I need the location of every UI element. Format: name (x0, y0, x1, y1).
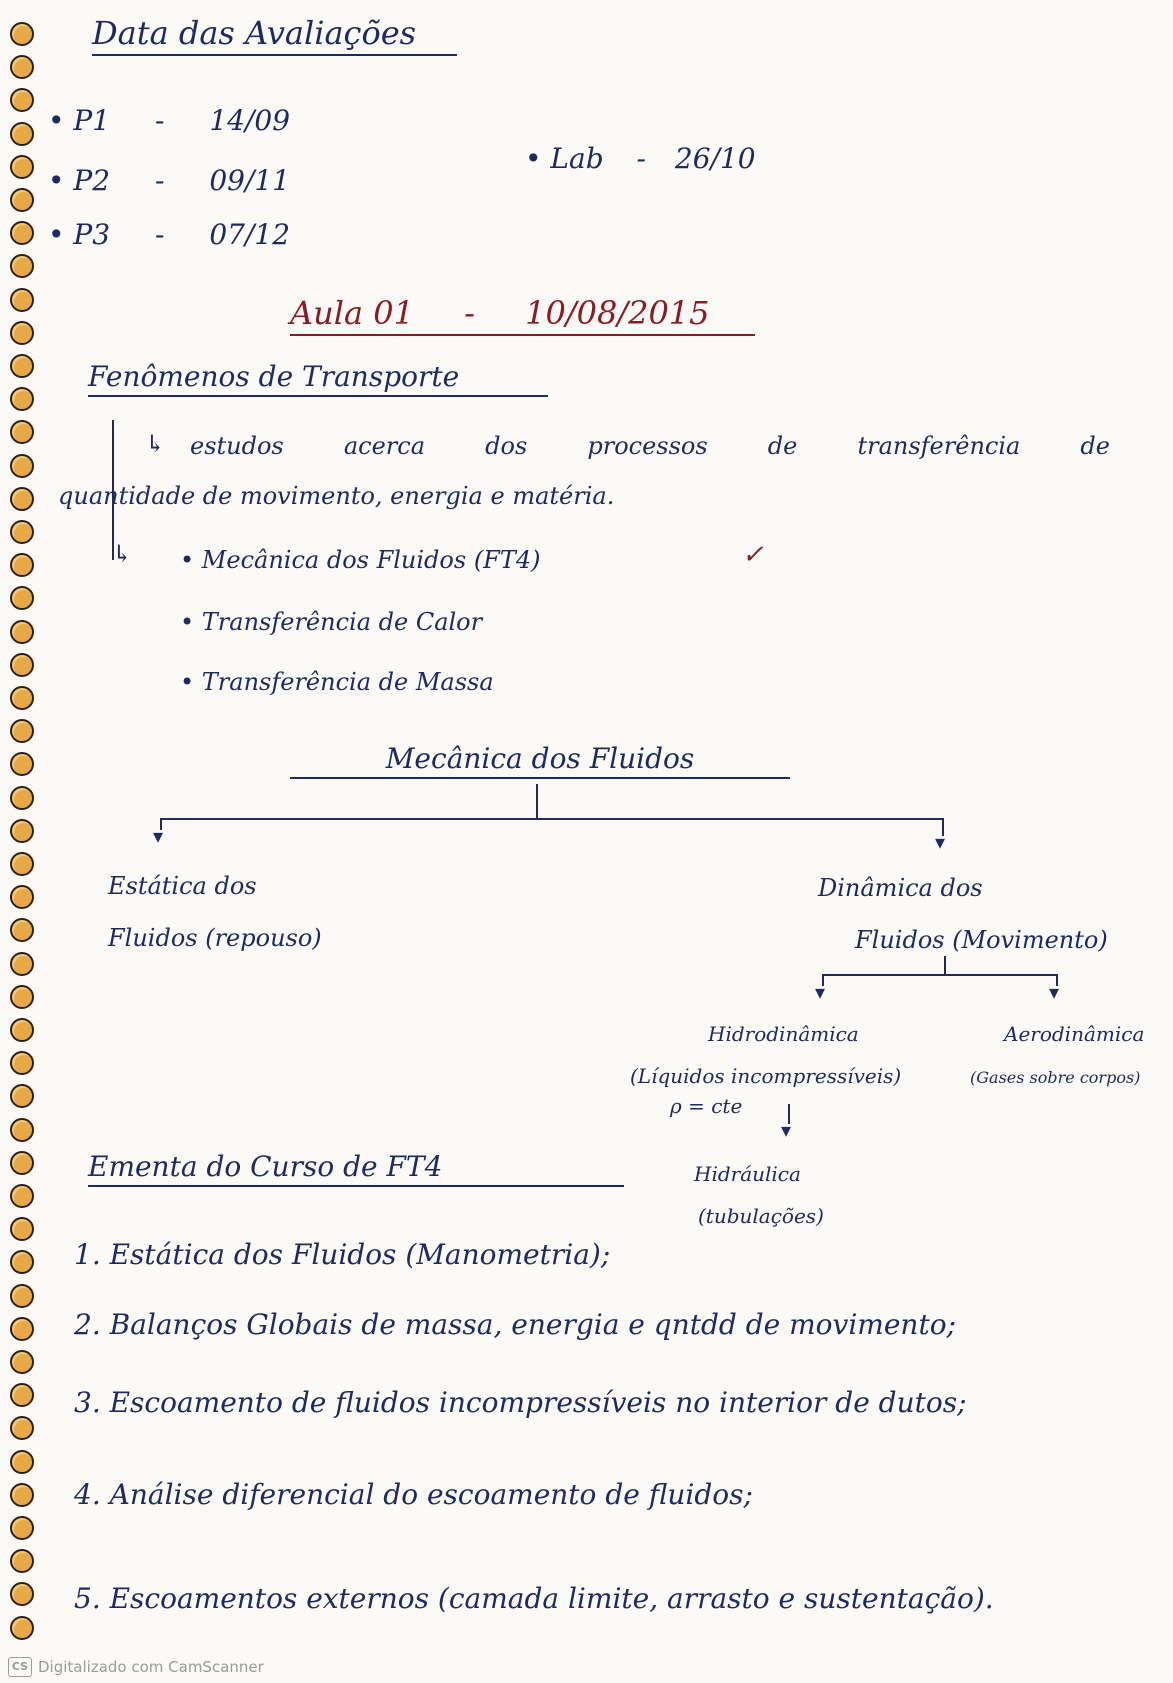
aerodynamics-title: Aerodinâmica (1004, 1022, 1145, 1046)
static-fluids-line1: Estática dos (108, 872, 257, 900)
spiral-hole (10, 819, 34, 843)
hydraulics-subtitle: (tubulações) (698, 1204, 824, 1228)
spiral-hole (10, 952, 34, 976)
spiral-hole (10, 454, 34, 478)
spiral-hole (10, 553, 34, 577)
spiral-hole (10, 487, 34, 511)
exam-label: P1 (73, 104, 111, 137)
static-fluids-line2: Fluidos (repouso) (108, 924, 322, 952)
watermark-text: Digitalizado com CamScanner (38, 1658, 264, 1676)
density-note: ρ = cte (670, 1094, 743, 1118)
diagram-branch-line (160, 818, 944, 820)
arrow-down-icon: ▾ (815, 980, 826, 1004)
aerodynamics-subtitle: (Gases sobre corpos) (970, 1068, 1141, 1087)
spiral-hole (10, 620, 34, 644)
syllabus-title: Ementa do Curso de FT4 (88, 1150, 624, 1187)
spiral-hole (10, 55, 34, 79)
spiral-hole (10, 1051, 34, 1075)
topic-list-arrow: ↳ (112, 540, 133, 568)
checkmark-icon: ✓ (742, 540, 764, 570)
scanner-watermark (8, 1657, 264, 1677)
spiral-hole (10, 1084, 34, 1108)
lab-date-value: 26/10 (674, 142, 756, 175)
spiral-hole (10, 387, 34, 411)
lab-date: • Lab - 26/10 (525, 142, 756, 175)
spiral-hole (10, 786, 34, 810)
spiral-hole (10, 221, 34, 245)
spiral-hole (10, 122, 34, 146)
exam-label: P2 (73, 164, 111, 197)
spiral-hole (10, 985, 34, 1009)
lab-label: Lab (550, 142, 604, 175)
hydrodynamics-title: Hidrodinâmica (708, 1022, 859, 1046)
spiral-hole (10, 885, 34, 909)
spiral-hole (10, 1582, 34, 1606)
spiral-hole (10, 918, 34, 942)
spiral-hole (10, 1616, 34, 1640)
exam-date: 07/12 (209, 218, 291, 251)
spiral-hole (10, 1516, 34, 1540)
hydrodynamics-subtitle: (Líquidos incompressíveis) (630, 1064, 902, 1088)
spiral-hole (10, 188, 34, 212)
spiral-hole (10, 1416, 34, 1440)
spiral-hole (10, 1118, 34, 1142)
dynamic-fluids-line2: Fluidos (Movimento) (855, 926, 1108, 954)
topic-desc-line1: estudos acerca dos processos de transferência de (190, 432, 1110, 460)
spiral-hole (10, 22, 34, 46)
exam-label: P3 (73, 218, 111, 251)
spiral-hole (10, 254, 34, 278)
spiral-hole (10, 686, 34, 710)
spiral-hole (10, 586, 34, 610)
lesson-date: 10/08/2015 (525, 294, 710, 332)
arrow-down-icon: ▾ (935, 830, 946, 854)
topic-desc-line2: quantidade de movimento, energia e matéria. (58, 482, 615, 510)
exam-date: 14/09 (209, 104, 291, 137)
syllabus-item: 1. Estática dos Fluidos (Manometria); (74, 1238, 611, 1271)
spiral-hole (10, 321, 34, 345)
topic-item: • Transferência de Calor (180, 608, 483, 636)
topic-item: • Transferência de Massa (180, 668, 494, 696)
spiral-hole (10, 719, 34, 743)
topic-desc-arrow: ↳ (145, 430, 166, 458)
spiral-hole (10, 852, 34, 876)
spiral-hole (10, 1018, 34, 1042)
spiral-hole (10, 1383, 34, 1407)
spiral-hole (10, 1450, 34, 1474)
spiral-hole (10, 1151, 34, 1175)
spiral-hole (10, 653, 34, 677)
exam-item-p1: • P1 - 14/09 (48, 104, 291, 137)
syllabus-item: 5. Escoamentos externos (camada limite, arrasto e sustentação). (74, 1582, 994, 1615)
spiral-hole (10, 1184, 34, 1208)
lesson-heading: Aula 01 - 10/08/2015 (290, 294, 755, 336)
dynamic-branch-line (822, 974, 1058, 976)
exam-item-p2: • P2 - 09/11 (48, 164, 291, 197)
spiral-hole (10, 354, 34, 378)
spiral-hole (10, 1284, 34, 1308)
topic-title: Fenômenos de Transporte (88, 360, 548, 397)
camscanner-logo: CS (8, 1657, 32, 1677)
syllabus-item: 3. Escoamento de fluidos incompressíveis no interior de dutos; (74, 1386, 967, 1419)
spiral-hole (10, 1549, 34, 1573)
diagram-title: Mecânica dos Fluidos (290, 742, 790, 779)
dynamic-stem (944, 956, 946, 974)
lesson-title: Aula 01 (290, 294, 414, 332)
arrow-down-icon: ▾ (153, 824, 164, 848)
exam-date: 09/11 (209, 164, 291, 197)
spiral-hole (10, 752, 34, 776)
spiral-hole (10, 420, 34, 444)
syllabus-item: 4. Análise diferencial do escoamento de fluidos; (74, 1478, 753, 1511)
spiral-hole (10, 288, 34, 312)
spiral-hole (10, 88, 34, 112)
dynamic-fluids-line1: Dinâmica dos (818, 874, 983, 902)
arrow-down-icon: ▾ (1049, 980, 1060, 1004)
hydraulics-title: Hidráulica (694, 1162, 801, 1186)
spiral-hole (10, 1317, 34, 1341)
spiral-hole (10, 520, 34, 544)
syllabus-item: 2. Balanços Globais de massa, energia e qntdd de movimento; (74, 1308, 956, 1341)
arrow-down-icon: ▾ (781, 1118, 792, 1142)
spiral-hole (10, 1217, 34, 1241)
diagram-stem (536, 784, 538, 818)
spiral-hole (10, 155, 34, 179)
spiral-hole (10, 1350, 34, 1374)
exam-item-p3: • P3 - 07/12 (48, 218, 291, 251)
spiral-hole (10, 1250, 34, 1274)
spiral-hole (10, 1483, 34, 1507)
topic-item: • Mecânica dos Fluidos (FT4) (180, 546, 541, 574)
page-title: Data das Avaliações (92, 14, 457, 56)
